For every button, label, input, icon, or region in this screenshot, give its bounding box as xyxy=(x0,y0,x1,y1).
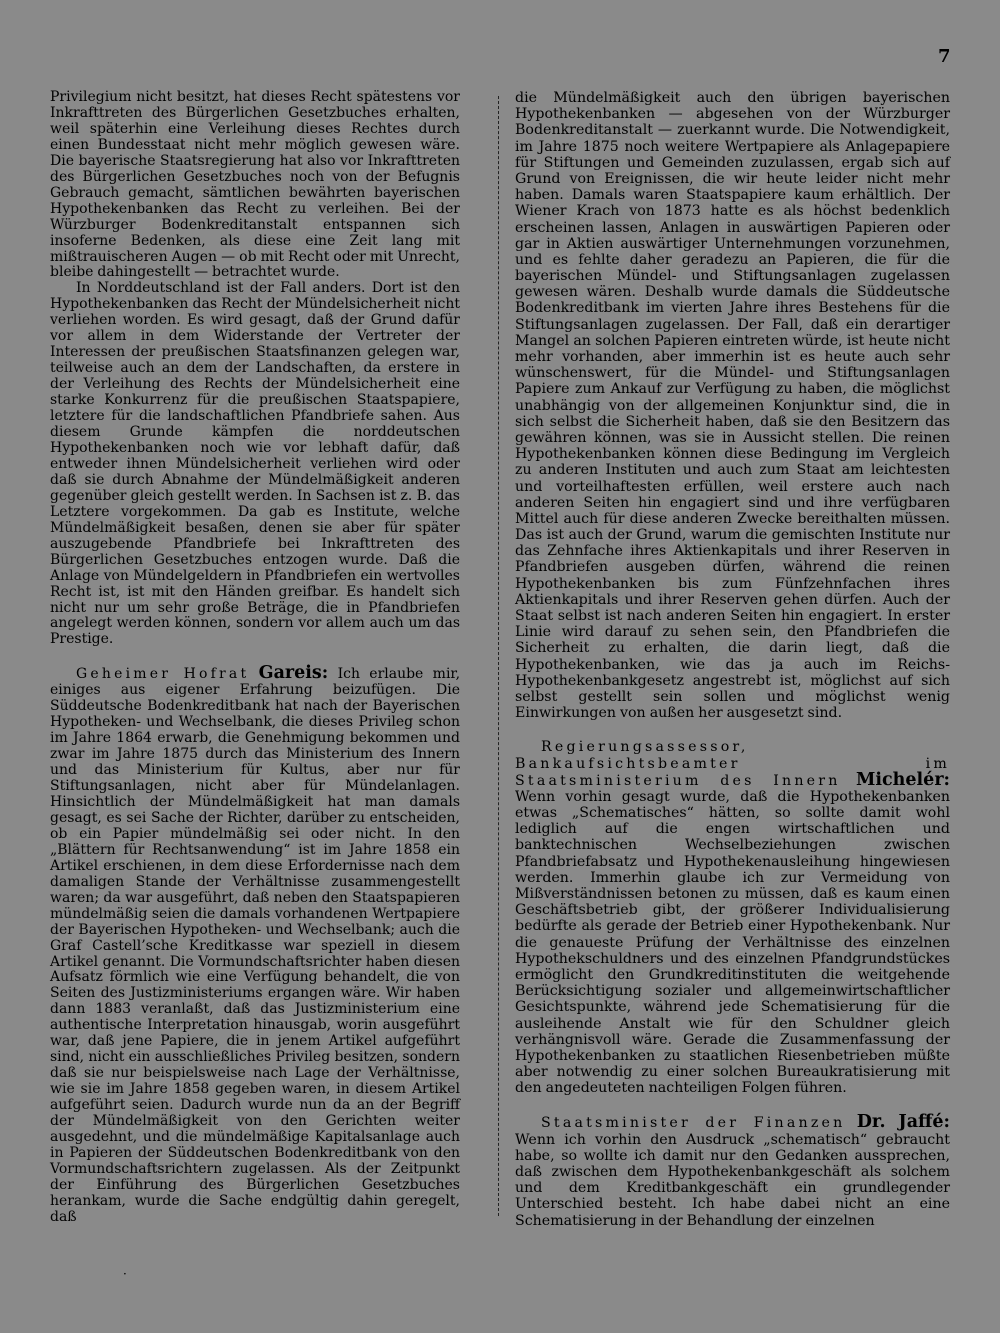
page-number: 7 xyxy=(938,46,951,67)
paragraph-norddeutschland: In Norddeutschland ist der Fall anders. Dort ist den Hypothekenbanken das Recht der Mündelsicherheit nicht verliehen worden. Es wird gesagt, daß der Grund dafür vor allem in dem Widerstande der Vertreter der Interessen der preußischen Staatsfinanzen gelegen war, teilweise auch an dem der Landschaften, da erstere in der Verleihung des Rechts der Mündelsicherheit eine starke Konkurrenz für die preußischen Staatspapiere, letztere für die landschaftlichen Pfandbriefe sahen. Aus diesem Grunde kämpfen die norddeutschen Hypothekenbanken noch wie vor lebhaft dafür, daß entweder ihnen Mündelsicherheit verliehen wird oder daß sie durch Abnahme der Mündelmäßigkeit anderen gegenüber gleich gestellt werden. In Sachsen ist z. B. das Letztere vorgekommen. Da gab es Institute, welche Mündelmäßigkeit besaßen, denen sie aber für später auszugebende Pfandbriefe bei Inkrafttreten des Bürgerlichen Gesetzbuches entzogen wurde. Daß die Anlage von Mündelgeldern in Pfandbriefen ein wertvolles Recht ist, ist mit den Händen greifbar. Es handelt sich nicht nur um sehr große Beträge, die in Pfandbriefen angelegt werden können, sondern vor allem auch um das Prestige. xyxy=(50,280,460,648)
speaker-name: Michelér: xyxy=(856,769,950,790)
speech-gareis xyxy=(50,663,461,1225)
right-column xyxy=(515,90,950,1229)
speech-text: Wenn vorhin gesagt wurde, daß die Hypothekenbanken etwas „Schematisches“ hätten, so sollte damit wohl lediglich auf die engen wirtschaftlichen und banktechnischen Wechselbeziehungen zwischen Pfandbriefabsatz und Hypothekenausleihung hingewiesen werden. Immerhin glaube ich zur Vermeidung von Mißverständnissen betonen zu müssen, daß es kaum einen Geschäftsbetrieb gibt, der größerer Individualisierung bedürfte als gerade der Betrieb einer Hypothekenbank. Nur die genaueste Prüfung der Verhältnisse des einzelnen Hypothekschuldners und des einzelnen Pfandgrundstückes ermöglicht den Grundkreditinstituten die weitgehende Berücksichtigung sozialer und allgemeinwirtschaftlicher Gesichtspunkte, während jede Schematisierung für die ausleihende Anstalt wie für den Schuldner gleich verhängnisvoll wäre. Gerade die Zusammenfassung der Hypothekenbanken zu staatlichen Riesenbetrieben müßte aber notwendig zu einer solchen Bureaukratisierung mit den angedeuteten nachteiligen Folgen führen. xyxy=(515,788,950,1097)
speaker-title: Geheimer Hofrat xyxy=(76,666,250,683)
speaker-name: Gareis: xyxy=(258,663,329,684)
column-divider xyxy=(498,96,499,1216)
speech-micheler xyxy=(515,739,950,1096)
scan-speck: · xyxy=(123,1267,127,1281)
paragraph-continued: Privilegium nicht besitzt, hat dieses Recht spätestens vor Inkrafttreten des Bürgerlichen Gesetzbuches erhalten, weil späterhin eine Verleihung dieses Rechtes durch einen Bundesstaat nicht mehr möglich gewesen wäre. Die bayerische Staatsregierung hat also vor Inkrafttreten des Bürgerlichen Gesetzbuches noch von der Befugnis Gebrauch gemacht, sämtlichen bewährten bayerischen Hypothekenbanken das Recht zu verleihen. Bei der Würzburger Bodenkreditanstalt entspannen sich insoferne Bedenken, als diese eine Zeit lang mit mißtrauischeren Augen — ob mit Recht oder mit Unrecht, bleibe dahingestellt — betrachtet wurde. xyxy=(50,89,460,281)
paragraph-continued-right: die Mündelmäßigkeit auch den übrigen bayerischen Hypothekenbanken — abgesehen von der Würzburger Bodenkreditanstalt — zuerkannt wurde. Die Notwendigkeit, im Jahre 1875 noch weitere Wertpapiere als Anlagepapiere für Stiftungen und Gemeinden zuzulassen, ergab sich auf Grund von Ereignissen, die wir heute leider nicht mehr haben. Damals waren Staatspapiere kaum erhältlich. Der Wiener Krach von 1873 hatte es als höchst bedenklich erscheinen lassen, Anlagen in auswärtigen Papieren oder gar in Aktien auswärtiger Unternehmungen vorzunehmen, und es fehlte daher geradezu an Papieren, die für die bayerischen Mündel- und Stiftungsanlagen zugelassen gewesen wären. Deshalb wurde damals die Süddeutsche Bodenkreditbank im vierten Jahre ihres Bestehens für die Stiftungsanlagen zugelassen. Der Fall, daß ein derartiger Mangel an solchen Papieren eintreten würde, ist heute nicht mehr vorhanden, aber immerhin ist es heute auch sehr wünschenswert, für die Mündel- und Stiftungsanlagen Papiere zum Ankauf zur Verfügung zu haben, die möglichst unabhängig von der allgemeinen Konjunktur sind, die in sich selbst die Sicherheit haben, daß sie den Besitzern das gewähren können, was sie in Aussicht stellen. Die reinen Hypothekenbanken können diese Bedingung im Vergleich zu anderen Instituten und auch zum Staat am leichtesten und vorteilhaftesten erfüllen, weil erstere auch nach anderen Seiten hin engagiert sind und ihre verfügbaren Mittel auch für diese anderen Zwecke bereithalten müssen. Das ist auch der Grund, warum die gemischten Institute nur das Zehnfache ihres Aktienkapitals und ihrer Reserven in Pfandbriefen ausgeben dürfen, während die reinen Hypothekenbanken bis zum Fünfzehnfachen ihres Aktienkapitals und ihrer Reserven gehen dürfen. Auch der Staat selbst ist nach anderen Seiten hin engagiert. In erster Linie wird darauf zu sehen sein, den Pfandbriefen die Sicherheit zu erhalten, die darin liegt, daß die Hypothekenbanken, wie das ja auch im Reichs-Hypothekenbankgesetz angestrebt ist, möglichst auf sich selbst gestellt sein sollen und möglichst wenig Einwirkungen von außen her ausgesetzt sind. xyxy=(515,90,950,722)
speech-text: Ich erlaube mir, einiges aus eigener Erfahrung beizufügen. Die Süddeutsche Bodenkreditbank hat nach der Bayerischen Hypotheken- und Wechselbank, die dieses Privileg schon im Jahre 1864 erwarb, die Genehmigung bekommen und zwar im Jahre 1875 durch das Ministerium des Innern und das Ministerium für Kultus, aber nur für Stiftungsanlagen, nicht aber für Mündelanlagen. Hinsichtlich der Mündelmäßigkeit hat man damals gesagt, es sei Sache der Richter, darüber zu entscheiden, ob ein Papier mündelmäßig sei oder nicht. In den „Blättern für Rechtsanwendung“ ist im Jahre 1858 ein Artikel erschienen, in dem diese Erfordernisse nach dem damaligen Stande der Verhältnisse zusammengestellt waren; da war ausgeführt, daß neben den Staatspapieren mündelmäßig seien die damals vorhandenen Wertpapiere der Bayerischen Hypotheken- und Wechselbank; auch die Graf Castell’sche Kreditkasse war speziell in diesem Artikel genannt. Die Vormundschaftsrichter haben diesen Aufsatz förmlich wie eine Verfügung behandelt, die von Seiten des Justizministeriums ergangen wäre. Wir haben dann 1883 veranlaßt, daß das Justizministerium eine authentische Interpretation hinausgab, worin ausgeführt war, daß jene Papiere, die in jenem Artikel aufgeführt sind, nicht ein ausschließliches Privileg besitzen, sondern daß sie nur beispielsweise nach Lage der Verhältnisse, wie sie im Jahre 1858 gegeben waren, in diesem Artikel aufgeführt seien. Dadurch wurde nun da an der Begriff der Mündelmäßigkeit von den Gerichten weiter ausgedehnt, und die mündelmäßige Kapitalsanlage auch in Papieren der Süddeutschen Bodenkreditbank von den Vormundschaftsrichtern zugelassen. Als der Zeitpunkt der Einführung des Bürgerlichen Gesetzbuches herankam, wurde die Sache endgültig dahin geregelt, daß xyxy=(50,666,461,1225)
speaker-title: Staatsminister der Finanzen xyxy=(541,1115,846,1132)
speech-text: Wenn ich vorhin den Ausdruck „schematisch“ gebraucht habe, so wollte ich damit nur den Gedanken aussprechen, daß zwischen dem Hypothekenbankgeschäft als solchem und dem Kreditbankgeschäft ein grundlegender Unterschied besteht. Ich habe dabei nicht an eine Schematisierung in der Behandlung der einzelnen xyxy=(515,1131,950,1229)
left-column xyxy=(50,90,460,1226)
speaker-title: Regierungsassessor, Bankaufsichtsbeamter im Staatsministerium des Innern xyxy=(515,739,950,789)
speaker-name: Dr. Jaffé: xyxy=(856,1112,950,1133)
speech-jaffe xyxy=(515,1114,950,1228)
